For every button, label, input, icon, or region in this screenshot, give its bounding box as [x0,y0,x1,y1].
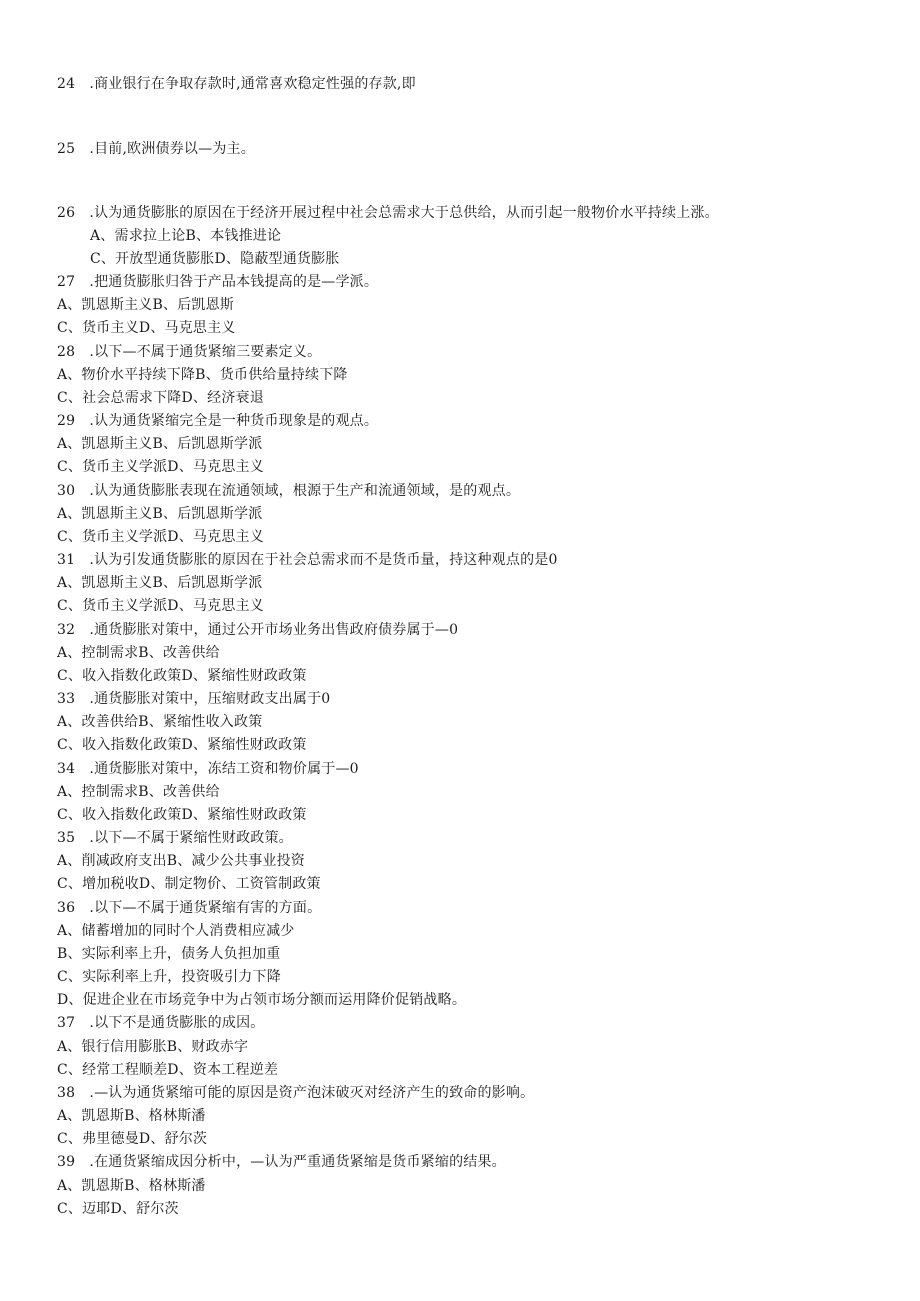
options-33-ab: A、改善供给B、紧缩性收入政策 [57,714,263,730]
options-38-ab: A、凯恩斯B、格林斯潘 [57,1108,206,1124]
question-24: 24 .商业银行在争取存款时,通常喜欢稳定性强的存款,即 [57,76,416,92]
question-34: 34 .通货膨胀对策中，冻结工资和物价属于—0 [57,761,359,777]
options-33-cd: C、收入指数化政策D、紧缩性财政政策 [57,737,307,753]
question-30: 30 .认为通货膨胀表现在流通领域，根源于生产和流通领域，是的观点。 [57,483,521,499]
question-31: 31 .认为引发通货膨胀的原因在于社会总需求而不是货币量，持这种观点的是0 [57,552,558,568]
question-29: 29 .认为通货紧缩完全是一种货币现象是的观点。 [57,413,379,429]
options-29-cd: C、货币主义学派D、马克思主义 [57,459,264,475]
question-38: 38 .—认为通货紧缩可能的原因是资产泡沫破灭对经济产生的致命的影响。 [57,1085,535,1101]
question-36: 36 .以下—不属于通货紧缩有害的方面。 [57,900,322,916]
options-37-ab: A、银行信用膨胀B、财政赤字 [57,1039,249,1055]
question-33: 33 .通货膨胀对策中，压缩财政支出属于0 [57,691,331,707]
options-29-ab: A、凯恩斯主义B、后凯恩斯学派 [57,436,263,452]
option-36-c: C、实际利率上升，投资吸引力下降 [57,969,281,985]
option-36-b: B、实际利率上升，债务人负担加重 [57,946,281,962]
options-35-ab: A、削减政府支出B、减少公共事业投资 [57,853,305,869]
options-31-ab: A、凯恩斯主义B、后凯恩斯学派 [57,575,263,591]
options-38-cd: C、弗里德曼D、舒尔茨 [57,1131,208,1147]
options-34-ab: A、控制需求B、改善供给 [57,784,220,800]
options-30-cd: C、货币主义学派D、马克思主义 [57,529,264,545]
options-32-cd: C、收入指数化政策D、紧缩性财政政策 [57,668,307,684]
option-36-a: A、储蓄增加的同时个人消费相应减少 [57,923,295,939]
question-39: 39 .在通货紧缩成因分析中，—认为严重通货紧缩是货币紧缩的结果。 [57,1154,506,1170]
options-34-cd: C、收入指数化政策D、紧缩性财政政策 [57,807,307,823]
question-25: 25 .目前,欧洲债券以—为主。 [57,141,255,157]
options-39-ab: A、凯恩斯B、格林斯潘 [57,1178,206,1194]
options-30-ab: A、凯恩斯主义B、后凯恩斯学派 [57,506,263,522]
options-28-cd: C、社会总需求下降D、经济衰退 [57,390,264,406]
question-35: 35 .以下—不属于紧缩性财政政策。 [57,830,293,846]
options-27-ab: A、凯恩斯主义B、后凯恩斯 [57,297,234,313]
question-26: 26 .认为通货膨胀的原因在于经济开展过程中社会总需求大于总供给，从而引起一般物价水平持续上涨。 [57,205,719,221]
question-37: 37 .以下不是通货膨胀的成因。 [57,1015,265,1031]
options-31-cd: C、货币主义学派D、马克思主义 [57,598,264,614]
options-26-cd: C、开放型通货膨胀D、隐蔽型通货膨胀 [90,251,340,267]
question-27: 27 .把通货膨胀归咎于产品本钱提高的是—学派。 [57,274,379,290]
options-32-ab: A、控制需求B、改善供给 [57,645,220,661]
options-27-cd: C、货币主义D、马克思主义 [57,320,236,336]
options-28-ab: A、物价水平持续下降B、货币供给量持续下降 [57,367,348,383]
option-36-d: D、促进企业在市场竞争中为占领市场分额而运用降价促销战略。 [57,992,467,1008]
options-37-cd: C、经常工程顺差D、资本工程逆差 [57,1062,279,1078]
options-26-ab: A、需求拉上论B、本钱推进论 [90,228,282,244]
question-32: 32 .通货膨胀对策中，通过公开市场业务出售政府债券属于—0 [57,622,459,638]
options-39-cd: C、迈耶D、舒尔茨 [57,1201,179,1217]
question-28: 28 .以下—不属于通货紧缩三要素定义。 [57,344,322,360]
options-35-cd: C、增加税收D、制定物价、工资管制政策 [57,876,321,892]
